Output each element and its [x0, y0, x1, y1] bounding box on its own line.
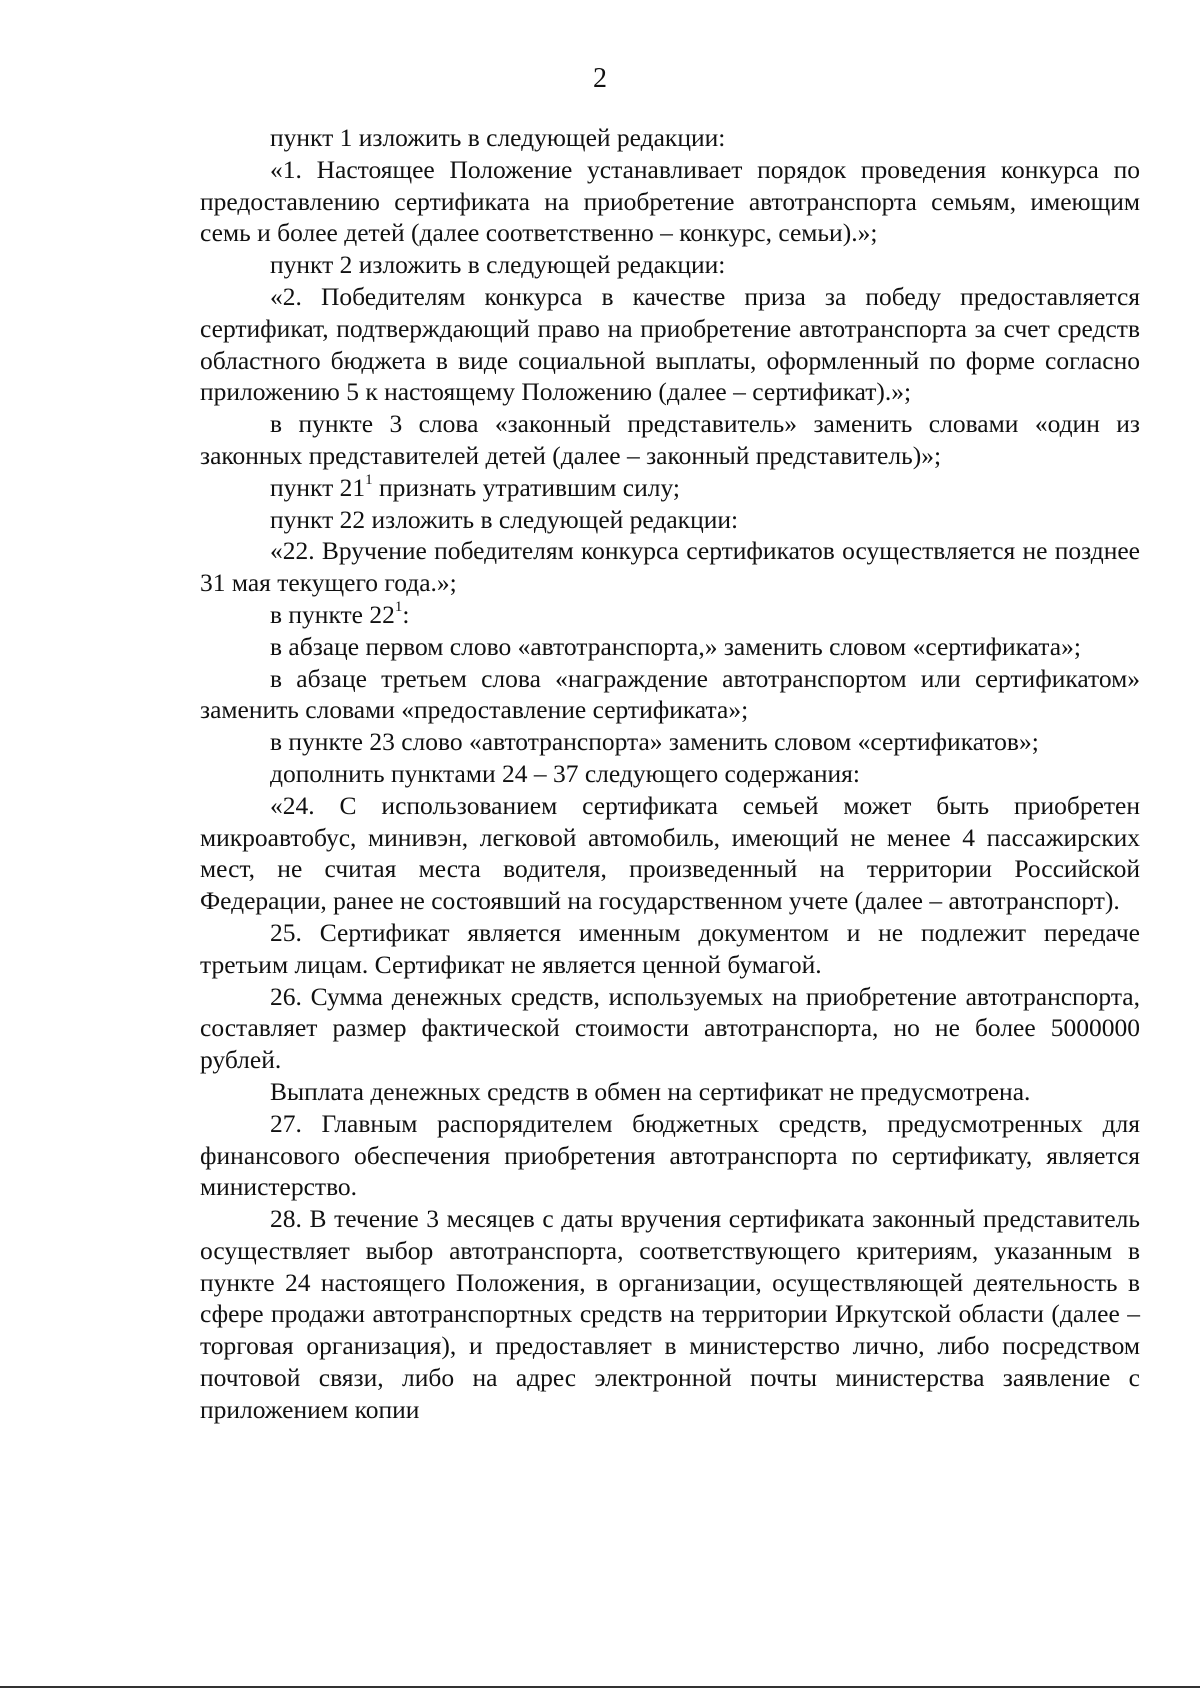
paragraph: 27. Главным распорядителем бюджетных средств, предусмотренных для финансового обеспечения приобретения автотранспорта по сертификату, является министерство. — [200, 1108, 1140, 1202]
paragraph: 26. Сумма денежных средств, используемых на приобретение автотранспорта, составляет размер фактической стоимости автотранспорта, но не более 5000000 рублей. — [200, 981, 1140, 1075]
paragraph — [200, 599, 1140, 631]
superscript: 1 — [394, 599, 403, 616]
paragraph: «2. Победителям конкурса в качестве приза за победу предоставляется сертификат, подтверждающий право на приобретение автотранспорта за счет средств областного бюджета в виде социальной выплаты, оформленный по форме согласно приложению 5 к настоящему Положению (далее – сертификат).»; — [200, 281, 1140, 407]
paragraph: «24. С использованием сертификата семьей может быть приобретен микроавтобус, минивэн, легковой автомобиль, имеющий не менее 4 пассажирских мест, не считая места водителя, произведенный на территории Российской Федерации, ранее не состоявший на государственном учете (далее – автотранспорт). — [200, 790, 1140, 916]
paragraph: 25. Сертификат является именным документом и не подлежит передаче третьим лицам. Сертификат не является ценной бумагой. — [200, 917, 1140, 979]
paragraph: в пункте 3 слова «законный представитель» заменить словами «один из законных представителей детей (далее – законный представитель)»; — [200, 409, 1140, 470]
paragraph: Выплата денежных средств в обмен на сертификат не предусмотрена. — [270, 1076, 1031, 1106]
paragraph-text: признать утратившим силу; — [372, 472, 680, 502]
paragraph: пункт 1 изложить в следующей редакции: — [270, 123, 726, 152]
superscript: 1 — [365, 472, 373, 489]
paragraph: «1. Настоящее Положение устанавливает порядок проведения конкурса по предоставлению сертификата на приобретение автотранспорта семьям, имеющим семь и более детей (далее соответственно – конкурс, семьи).»; — [200, 154, 1140, 248]
paragraph: в абзаце первом слово «автотранспорта,» заменить словом «сертификата»; — [270, 631, 1081, 661]
paragraph: «22. Вручение победителям конкурса сертификатов осуществляется не позднее 31 мая текущего года.»; — [200, 536, 1140, 598]
paragraph: пункт 22 изложить в следующей редакции: — [270, 504, 739, 534]
paragraph — [200, 472, 1140, 504]
paragraph: пункт 2 изложить в следующей редакции: — [270, 250, 726, 280]
page-bottom-rule — [0, 1686, 1200, 1688]
paragraph: в пункте 23 слово «автотранспорта» заменить словом «сертификатов»; — [270, 727, 1039, 757]
page-number: 2 — [593, 63, 607, 94]
paragraph-text: в пункте 22 — [270, 599, 395, 629]
document-body — [200, 122, 1140, 1426]
paragraph: дополнить пунктами 24 – 37 следующего содержания: — [270, 758, 860, 788]
paragraph-text: пункт 21 — [270, 472, 366, 502]
paragraph-text: : — [402, 599, 410, 629]
paragraph: в абзаце третьем слова «награждение автотранспортом или сертификатом» заменить словами «предоставление сертификата»; — [200, 663, 1140, 725]
paragraph: 28. В течение 3 месяцев с даты вручения сертификата законный представитель осуществляет выбор автотранспорта, соответствующего критериям, указанным в пункте 24 настоящего Положения, в организации, осуществляющей деятельность в сфере продажи автотранспортных средств на территории Иркутской области (далее – торговая организация), и предоставляет в министерство лично, либо посредством почтовой связи, либо на адрес электронной почты министерства заявление с приложением копии — [200, 1204, 1140, 1424]
